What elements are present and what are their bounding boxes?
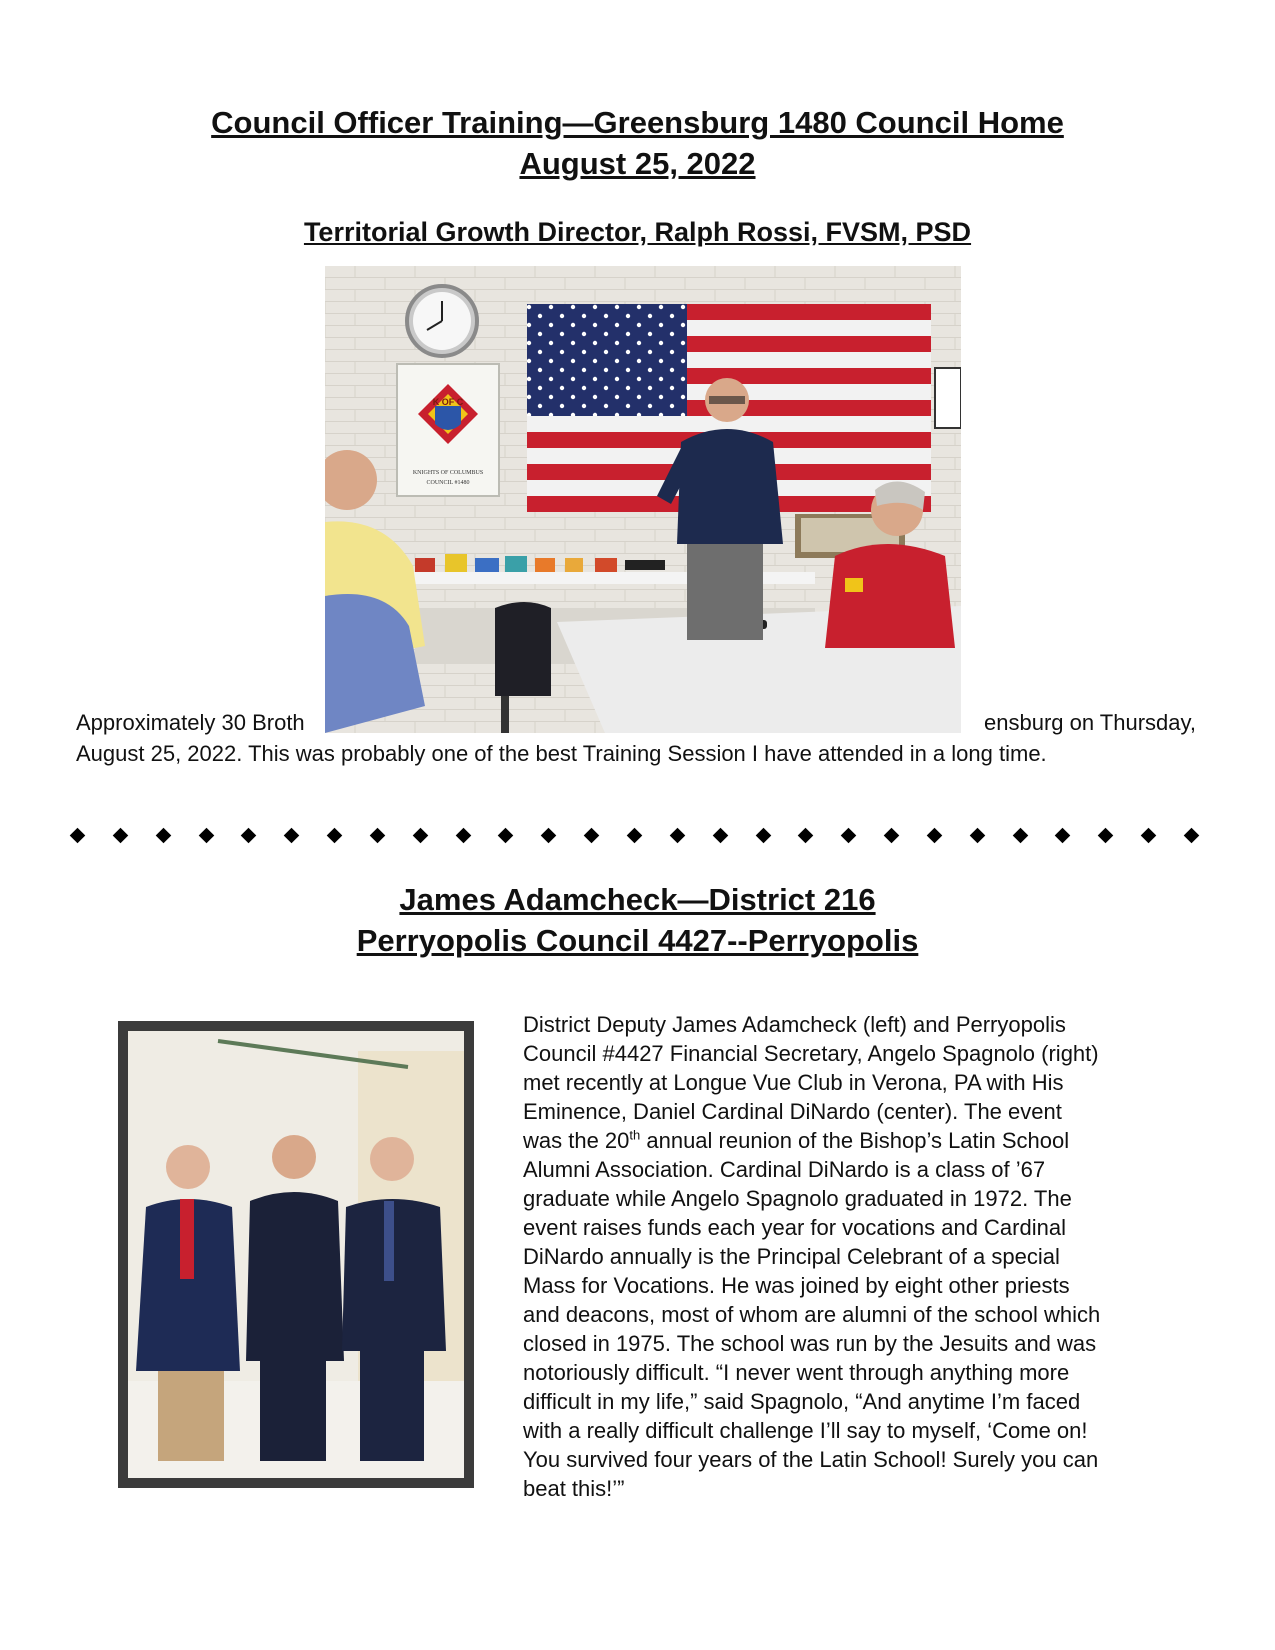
divider-diamond xyxy=(712,827,728,843)
cardinal-dinardo-photo-frame xyxy=(118,1021,474,1488)
divider-diamond xyxy=(412,827,428,843)
section2-paragraph-line: Alumni Association. Cardinal DiNardo is a class of ’67 xyxy=(523,1157,1046,1182)
section1-paragraph-line1-right: ensburg on Thursday, xyxy=(984,710,1196,735)
section2-paragraph-line: You survived four years of the Latin School! Surely you can xyxy=(523,1447,1099,1472)
section2-title-line2: Perryopolis Council 4427--Perryopolis xyxy=(356,923,919,958)
section1-paragraph-line2: August 25, 2022. This was probably one of the best Training Session I have attended in a long time. xyxy=(76,741,1047,766)
divider-diamond xyxy=(241,827,257,843)
section2-paragraph-line: difficult in my life,” said Spagnolo, “And anytime I’m faced xyxy=(523,1389,1081,1414)
section2-paragraph-line: met recently at Longue Vue Club in Verona, PA with His xyxy=(523,1070,1064,1095)
divider-diamond xyxy=(1141,827,1157,843)
section2-paragraph-line: Eminence, Daniel Cardinal DiNardo (center). The event xyxy=(523,1099,1062,1124)
section2-paragraph-line: Mass for Vocations. He was joined by eight other priests xyxy=(523,1273,1070,1298)
divider-diamond xyxy=(327,827,343,843)
divider-diamond xyxy=(1012,827,1028,843)
divider-diamond xyxy=(627,827,643,843)
section1-paragraph-line1-left: Approximately 30 Broth xyxy=(76,710,305,735)
divider-diamond xyxy=(969,827,985,843)
divider-diamond xyxy=(927,827,943,843)
divider-diamond xyxy=(884,827,900,843)
emblem-text: K OF C xyxy=(432,397,464,407)
wall-clock-icon xyxy=(407,286,477,356)
divider-diamond xyxy=(155,827,171,843)
section1-subtitle: Territorial Growth Director, Ralph Rossi, FVSM, PSD xyxy=(303,217,972,247)
section2-paragraph-line: DiNardo annually is the Principal Celebrant of a special xyxy=(523,1244,1060,1269)
divider-diamond xyxy=(1055,827,1071,843)
section2-paragraph-line xyxy=(523,1126,1191,1155)
section2-paragraph-line: graduate while Angelo Spagnolo graduated in 1972. The xyxy=(523,1186,1072,1211)
divider-diamond xyxy=(498,827,514,843)
section1-title-line1: Council Officer Training—Greensburg 1480 Council Home xyxy=(211,105,1064,140)
section2-paragraph-line: and deacons, most of whom are alumni of the school which xyxy=(523,1302,1101,1327)
section2-paragraph-line: District Deputy James Adamcheck (left) and Perryopolis xyxy=(523,1012,1066,1037)
line5-pre: was the 20 xyxy=(523,1128,630,1153)
sign-line2: COUNCIL #1480 xyxy=(426,480,470,486)
line5-post: annual reunion of the Bishop’s Latin School xyxy=(640,1128,1070,1153)
divider-diamond xyxy=(541,827,557,843)
section2-paragraph xyxy=(523,1010,1191,1503)
section2-paragraph-line: notoriously difficult. “I never went through anything more xyxy=(523,1360,1070,1385)
section2-paragraph-line: with a really difficult challenge I’ll say to myself, ‘Come on! xyxy=(523,1418,1088,1443)
divider-diamond xyxy=(584,827,600,843)
divider-diamond xyxy=(198,827,214,843)
divider-diamond xyxy=(1098,827,1114,843)
divider-diamond xyxy=(370,827,386,843)
divider-diamond xyxy=(670,827,686,843)
section1-title-line2: August 25, 2022 xyxy=(519,146,756,181)
section2-paragraph-line: closed in 1975. The school was run by the Jesuits and was xyxy=(523,1331,1097,1356)
divider-diamond xyxy=(798,827,814,843)
sign-line1: KNIGHTS OF COLUMBUS xyxy=(412,470,484,476)
divider-diamond xyxy=(1184,827,1200,843)
diamond-divider xyxy=(72,820,1197,850)
section2-paragraph-line: Council #4427 Financial Secretary, Angelo Spagnolo (right) xyxy=(523,1041,1099,1066)
divider-diamond xyxy=(113,827,129,843)
divider-diamond xyxy=(284,827,300,843)
divider-diamond xyxy=(70,827,86,843)
section2-title-line1: James Adamcheck—District 216 xyxy=(399,882,876,917)
divider-diamond xyxy=(455,827,471,843)
training-session-photo xyxy=(325,266,961,733)
divider-diamond xyxy=(755,827,771,843)
section2-paragraph-line: beat this!’” xyxy=(523,1476,625,1501)
divider-diamond xyxy=(841,827,857,843)
cardinal-dinardo-photo xyxy=(128,1031,464,1478)
knights-of-columbus-sign xyxy=(397,364,499,496)
ordinal-superscript: th xyxy=(629,1127,641,1143)
section2-paragraph-line: event raises funds each year for vocations and Cardinal xyxy=(523,1215,1066,1240)
